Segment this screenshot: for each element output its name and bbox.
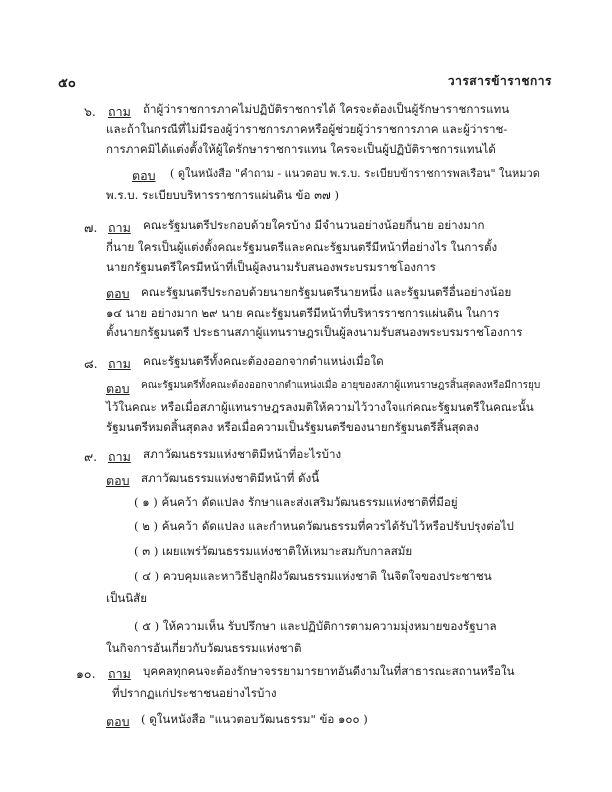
sub-item: ( ๕ ) ให้ความเห็น รับปรึกษา และปฏิบัติการตามความมุ่งหมายของรัฐบาล — [134, 619, 497, 633]
sub-item: ( ๒ ) ค้นคว้า ดัดแปลง และกำหนดวัฒนธรรมที่ควรได้รับไว้หรือปรับปรุงต่อไป — [134, 519, 514, 533]
item-number: ๖. — [84, 104, 96, 119]
item-number: ๑๐. — [76, 666, 96, 681]
question-line: คณะรัฐมนตรีประกอบด้วยใครบ้าง มีจำนวนอย่างน้อยกี่นาย อย่างมาก — [143, 218, 485, 232]
question-label: ถาม — [108, 356, 131, 371]
question-line: บุคคลทุกคนจะต้องรักษาจรรยามารยาทอันดีงามในที่สาธารณะสถานหรือใน — [143, 664, 515, 678]
item-number: ๗. — [84, 220, 98, 235]
question-line: กี่นาย ใครเป็นผู้แต่งตั้งคณะรัฐมนตรีและคณะรัฐมนตรีมีหน้าที่อย่างไร ในการตั้ง — [106, 240, 498, 254]
question-line: ที่ปรากฏแก่ประชาชนอย่างไรบ้าง — [112, 686, 277, 700]
answer-line: พ.ร.บ. ระเบียบบริหารราชการแผ่นดิน ข้อ ๓๗ ) — [106, 188, 339, 202]
sub-item-continuation: เป็นนิสัย — [106, 591, 148, 605]
question-line: นายกรัฐมนตรีใครมีหน้าที่เป็นผู้ลงนามรับสนองพระบรมราชโองการ — [106, 260, 436, 274]
answer-line: คณะรัฐมนตรีทั้งคณะต้องออกจากตำแหน่งเมื่อ อายุของสภาผู้แทนราษฎรสิ้นสุดลงหรือมีการยุบ — [141, 380, 541, 391]
answer-line: ไว้ในคณะ หรือเมื่อสภาผู้แทนราษฎรลงมติให้ความไว้วางใจแก่คณะรัฐมนตรีในคณะนั้น — [106, 400, 534, 414]
question-line: การภาคมิได้แต่งตั้งให้ผู้ใดรักษาราชการแทน ใครจะเป็นผู้ปฏิบัติราชการแทนได้ — [106, 142, 496, 156]
journal-title: วารสารข้าราชการ — [447, 74, 552, 88]
page-number: ๕๐ — [58, 76, 76, 91]
question-label: ถาม — [108, 220, 131, 235]
question-line: และถ้าในกรณีที่ไม่มีรองผู้ว่าราชการภาคหรือผู้ช่วยผู้ว่าราชการภาค และผู้ว่าราช- — [106, 122, 508, 136]
answer-line: ตั้งนายกรัฐมนตรี ประธานสภาผู้แทนราษฎรเป็นผู้ลงนามรับสนองพระบรมราชโองการ — [106, 325, 523, 339]
item-number: ๙. — [84, 449, 98, 464]
sub-item: ( ๑ ) ค้นคว้า ดัดแปลง รักษาและส่งเสริมวัฒนธรรมแห่งชาติที่มีอยู่ — [134, 495, 458, 509]
question-label: ถาม — [108, 104, 131, 119]
answer-label: ตอบ — [106, 473, 130, 488]
answer-line: ( ดูในหนังสือ "แนวตอบวัฒนธรรม" ข้อ ๑๐๐ ) — [141, 712, 368, 726]
sub-item: ( ๔ ) ควบคุมและหาวิธีปลูกฝังวัฒนธรรมแห่งชาติ ในจิตใจของประชาชน — [134, 569, 492, 583]
answer-line: รัฐมนตรีหมดสิ้นสุดลง หรือเมื่อความเป็นรัฐมนตรีของนายกรัฐมนตรีสิ้นสุดลง — [106, 420, 479, 434]
answer-line: สภาวัฒนธรรมแห่งชาติมีหน้าที่ ดังนี้ — [141, 471, 320, 485]
answer-label: ตอบ — [132, 168, 156, 183]
question-label: ถาม — [108, 449, 131, 464]
question-line: ถ้าผู้ว่าราชการภาคไม่ปฏิบัติราชการได้ ใครจะต้องเป็นผู้รักษาราชการแทน — [143, 102, 510, 116]
question-label: ถาม — [108, 666, 131, 681]
answer-label: ตอบ — [106, 381, 130, 396]
answer-line: คณะรัฐมนตรีประกอบด้วยนายกรัฐมนตรีนายหนึ่ง และรัฐมนตรีอื่นอย่างน้อย — [141, 285, 512, 299]
answer-line: ( ดูในหนังสือ "คำถาม - แนวตอบ พ.ร.บ. ระเบียบข้าราชการพลเรือน" ในหมวด — [170, 167, 540, 180]
question-line: คณะรัฐมนตรีทั้งคณะต้องออกจากตำแหน่งเมื่อใด — [143, 354, 384, 368]
question-line: สภาวัฒนธรรมแห่งชาติมีหน้าที่อะไรบ้าง — [143, 447, 342, 461]
answer-label: ตอบ — [106, 714, 130, 729]
sub-item-continuation: ในกิจการอันเกี่ยวกับวัฒนธรรมแห่งชาติ — [106, 641, 302, 655]
item-number: ๘. — [84, 356, 98, 371]
answer-label: ตอบ — [106, 286, 130, 301]
answer-line: ๑๔ นาย อย่างมาก ๒๙ นาย คณะรัฐมนตรีมีหน้าที่บริหารราชการแผ่นดิน ในการ — [106, 306, 500, 320]
sub-item: ( ๓ ) เผยแพร่วัฒนธรรมแห่งชาติให้เหมาะสมกับกาลสมัย — [134, 544, 413, 558]
